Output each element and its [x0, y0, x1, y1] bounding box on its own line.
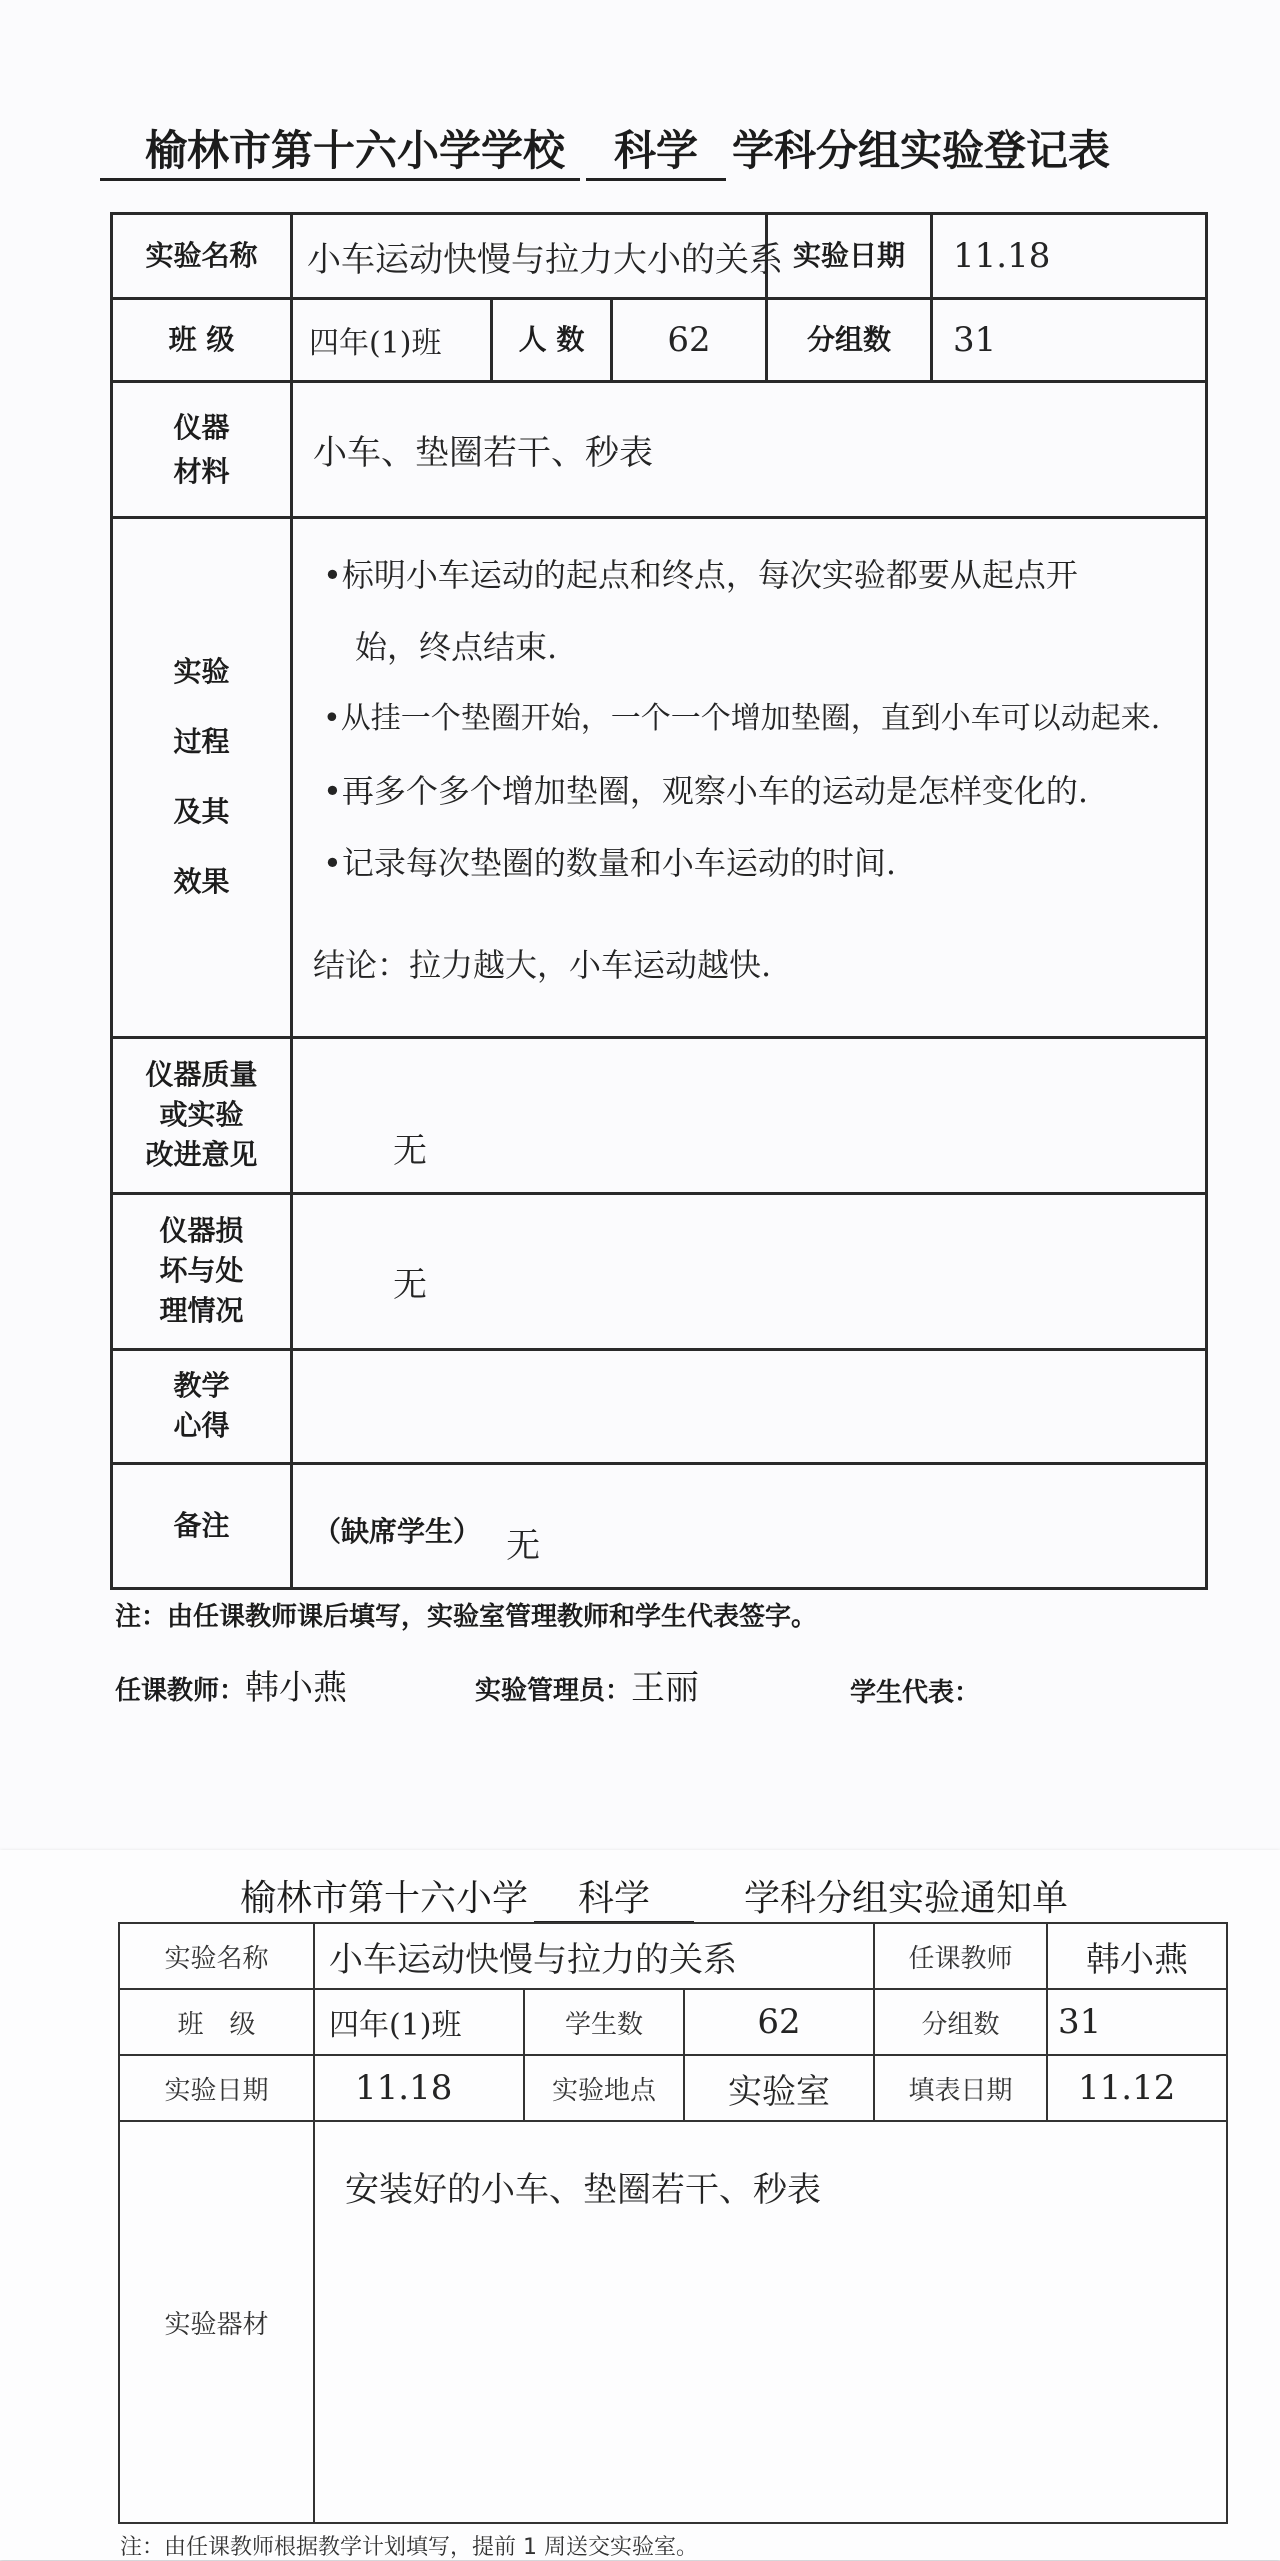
process-line-4: •再多个多个增加垫圈，观察小车的运动是怎样变化的.: [323, 771, 1089, 810]
form2-note: 注：由任课教师根据教学计划填写，提前 1 周送交实验室。: [120, 2535, 698, 2560]
absent-students-label: （缺席学生）: [313, 1514, 482, 1548]
form1-note: 注：由任课教师课后填写，实验室管理教师和学生代表签字。: [115, 1602, 818, 1632]
notice-table: [118, 1922, 1228, 2524]
notice-fill-date-label: 填表日期: [874, 2055, 1047, 2121]
notice-location-value: 实验室: [684, 2055, 874, 2121]
notice-experiment-date-value: 11.18: [314, 2055, 524, 2121]
form1-school: 榆林市第十六小学学校: [100, 118, 580, 181]
process-line-1: •标明小车运动的起点和终点，每次实验都要从起点开: [323, 555, 1078, 594]
damage-value: 无: [292, 1193, 1207, 1349]
form2-school: 榆林市第十六小学: [240, 1878, 529, 1919]
quality-value: 无: [292, 1037, 1207, 1193]
people-value: 62: [612, 299, 767, 382]
notice-students-value: 62: [684, 1989, 874, 2055]
experiment-date-value: 11.18: [932, 214, 1207, 299]
lab-admin-signature-value: 王丽: [631, 1668, 700, 1708]
remarks-text: 无: [506, 1525, 541, 1566]
notice-experiment-name-label: 实验名称: [119, 1923, 314, 1989]
experiment-date-label: 实验日期: [767, 214, 932, 299]
notice-fill-date-value: 11.12: [1047, 2055, 1227, 2121]
form2-title-suffix: 学科分组实验通知单: [744, 1878, 1069, 1919]
people-label: 人 数: [492, 299, 612, 382]
process-label: 实验 过程 及其 效果: [112, 517, 292, 1037]
materials-value: 小车、垫圈若干、秒表: [292, 382, 1207, 517]
notice-form-sheet: [0, 1850, 1280, 2560]
reflection-label: 教学 心得: [112, 1349, 292, 1463]
student-rep-signature: 学生代表：: [850, 1678, 981, 1708]
form2-subject: 科学: [534, 1870, 694, 1923]
damage-label: 仪器损 坏与处 理情况: [112, 1193, 292, 1349]
notice-teacher-label: 任课教师: [874, 1923, 1047, 1989]
form2-title: [240, 1870, 1068, 1923]
groups-label: 分组数: [767, 299, 932, 382]
notice-class-value: 四年(1)班: [314, 1989, 524, 2055]
form1-title-suffix: 学科分组实验登记表: [732, 126, 1111, 175]
notice-class-label: 班 级: [119, 1989, 314, 2055]
materials-label: 仪器 材料: [112, 382, 292, 517]
reflection-value: [292, 1349, 1207, 1463]
notice-experiment-date-label: 实验日期: [119, 2055, 314, 2121]
notice-groups-value: 31: [1047, 1989, 1227, 2055]
process-line-2: 始，终点结束.: [355, 627, 558, 666]
notice-experiment-name-value: 小车运动快慢与拉力的关系: [314, 1923, 874, 1989]
form1-title: [100, 118, 1110, 181]
notice-location-label: 实验地点: [524, 2055, 684, 2121]
class-label: 班 级: [112, 299, 292, 382]
process-line-5: •记录每次垫圈的数量和小车运动的时间.: [323, 843, 897, 882]
process-line-3: •从挂一个垫圈开始，一个一个增加垫圈，直到小车可以动起来.: [323, 700, 1161, 736]
experiment-name-label: 实验名称: [112, 214, 292, 299]
lab-admin-signature: 实验管理员：王丽: [475, 1668, 700, 1708]
notice-groups-label: 分组数: [874, 1989, 1047, 2055]
notice-teacher-value: 韩小燕: [1047, 1923, 1227, 1989]
conclusion: 结论：拉力越大，小车运动越快.: [313, 945, 772, 984]
groups-value: 31: [932, 299, 1207, 382]
registration-table: [110, 212, 1208, 1590]
remarks-label: 备注: [112, 1464, 292, 1589]
teacher-signature-value: 韩小燕: [245, 1668, 348, 1708]
experiment-name-value: 小车运动快慢与拉力大小的关系: [292, 214, 767, 299]
remarks-value: [292, 1464, 1207, 1589]
notice-equipment-label: 实验器材: [119, 2121, 314, 2523]
teacher-signature: 任课教师：韩小燕: [115, 1668, 348, 1708]
quality-label: 仪器质量 或实验 改进意见: [112, 1037, 292, 1193]
notice-equipment-value: 安装好的小车、垫圈若干、秒表: [314, 2121, 1227, 2523]
form1-subject: 科学: [586, 118, 726, 181]
notice-students-label: 学生数: [524, 1989, 684, 2055]
class-value: 四年(1)班: [292, 299, 492, 382]
process-value: [292, 517, 1207, 1037]
